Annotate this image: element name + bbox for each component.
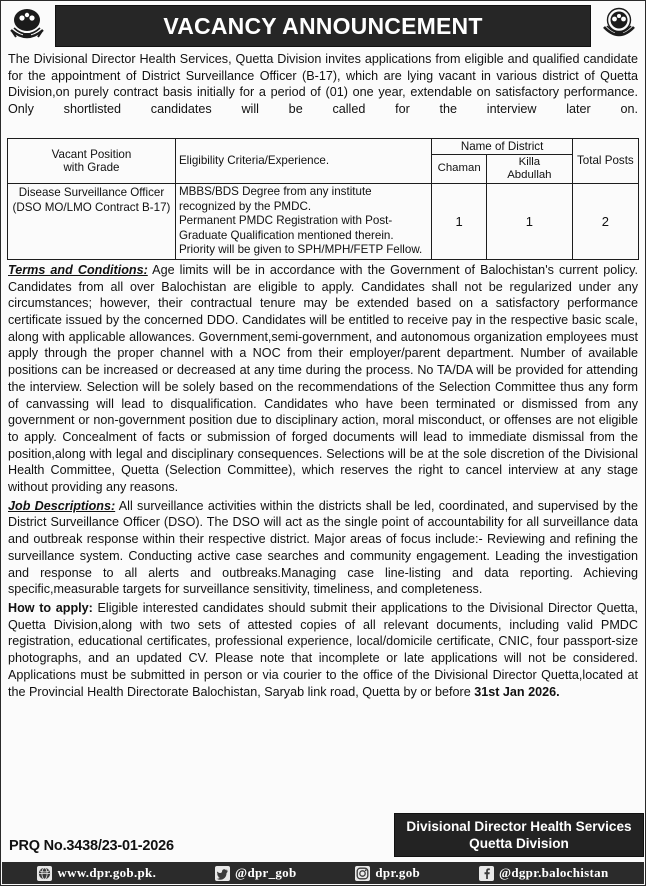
job-descriptions-body: All surveillance activities within the districts shall be led, coordinated, and supervised by the District Surveillance Officer (DSO). The DSO will act as the single point of accountability for all surveillance data and outbreak response within their respective district. Major areas of focus include:- Reviewing and refining the surveillance system. Conducting active case searches and community engagement. Leading the investigation and response to all alerts and outbreaks.Managing case line-listing and data reporting. Achieving specific,measurable targets for surveillance sensitivity, timeliness, and completeness. [8, 498, 638, 597]
health-department-crest-icon [597, 3, 641, 47]
facebook-icon [479, 866, 494, 881]
page-footer [1, 813, 645, 885]
position-title: Disease Surveillance Officer [18, 185, 165, 199]
signature-block [394, 813, 644, 857]
cell-total-posts: 2 [572, 183, 638, 259]
job-descriptions-label: Job Descriptions: [8, 498, 116, 513]
intro-paragraph: The Divisional Director Health Services, Quetta Division invites applications from eligible and qualified candidate for the appointment of District Surveillance Officer (B-17), which are lying vacant in various district of Quetta Division,on purely contract basis initially for a period of (01) one year, extendable on satisfactory performance. Only shortlisted candidates will be called for the interview later on. [8, 52, 638, 116]
government-of-balochistan-crest-icon [5, 3, 49, 47]
header-district-killa-abdullah [486, 154, 572, 183]
cell-posts-chaman: 1 [432, 183, 487, 259]
how-to-apply-body: Eligible interested candidates should submit their applications to the Divisional Director Quetta, Quetta Division,along with two sets of attested copies of all relevant documents, including valid PMDC registration, educational certificates, professional experience, local/domicile certificate, CNIC, four passport-size photographs, and an updated CV. Please note that incomplete or late applications will not be considered. Applications must be submitted in person or via courier to the office of the Divisional Director Quetta,located at the Provincial Health Directorate Balochistan, Saryab link road, Quetta by or before [8, 601, 638, 699]
terms-body: Age limits will be in accordance with the Government of Balochistan's current policy. Candidates from all over Balochistan are eligible to apply. Candidates shall not be regularized under any circumstances; however, their contractual tenure may be extended based on a satisfactory performance certificate issued by the concerned DDO. Candidates will be entitled to receive pay in the respective basic scale, along with applicable allowances. Government,semi-government, and autonomous organization employees must apply through the proper channel with a NOC from their employer/parent department. Number of available positions can be increased or decreased at any time during the process. No TA/DA will be provided for attending the interview. Selection will be solely based on the recommendations of the Selection Committee thus any form of canvassing will lead to disqualification. Candidates who have been terminated or dismissed from any government or non-government position due to disciplinary action, moral misconduct, or offenses are not eligible to apply. Concealment of facts or submission of forged documents will lead to immediate dismissal from the position,along with legal and disciplinary consequences. Selections will be at the sole discretion of the Divisional Health Committee, Quetta (Selection Committee), which reserves the right to cancel interview at any stage without providing any reasons. [8, 262, 638, 495]
social-label-instagram: dpr.gob [375, 865, 421, 880]
header-name-of-district: Name of District [432, 138, 572, 154]
header-killa-line1: Killa [518, 155, 541, 168]
social-link-instagram[interactable] [355, 865, 420, 881]
how-to-apply-label: How to apply: [8, 601, 93, 615]
eligibility-line: Permanent PMDC Registration with Post- [178, 214, 393, 228]
social-link-twitter[interactable] [215, 865, 296, 881]
instagram-icon [355, 866, 370, 881]
terms-label: Terms and Conditions: [8, 262, 148, 277]
application-deadline: 31st Jan 2026. [474, 684, 560, 699]
twitter-icon [215, 866, 230, 881]
cell-eligibility [175, 183, 431, 259]
eligibility-line: recognized by the PMDC. [178, 199, 312, 213]
social-label-facebook: @dgpr.balochistan [498, 865, 609, 880]
social-link-website[interactable] [37, 865, 156, 881]
eligibility-line: Graduate Qualification mentioned therein. [178, 228, 394, 242]
table-row [8, 183, 639, 259]
cell-posts-killa-abdullah: 1 [486, 183, 572, 259]
terms-and-conditions-section [1, 260, 645, 496]
header-vacant-position [8, 138, 176, 183]
job-descriptions-section [1, 496, 645, 598]
header-killa-line2: Abdullah [507, 168, 552, 181]
signature-division: Quetta Division [469, 836, 569, 851]
header-vacant-position-line1: Vacant Position [51, 147, 132, 161]
table-header [8, 138, 639, 183]
social-label-website: www.dpr.gob.pk. [57, 865, 157, 880]
page-header [1, 1, 645, 49]
banner-title: VACANCY ANNOUNCEMENT [163, 12, 483, 39]
vacancy-announcement-banner [55, 5, 591, 47]
eligibility-line: MBBS/BDS Degree from any institute [178, 184, 372, 198]
header-eligibility: Eligibility Criteria/Experience. [175, 138, 431, 183]
header-district-chaman: Chaman [432, 154, 487, 183]
globe-icon [37, 866, 52, 881]
cell-vacant-position [8, 183, 176, 259]
how-to-apply-section [1, 598, 645, 700]
prq-number: PRQ No.3438/23-01-2026 [9, 838, 174, 854]
table-header-row-1 [8, 138, 639, 154]
table-body [8, 183, 639, 259]
position-grade: (DSO MO/LMO Contract B-17) [12, 200, 171, 214]
header-total-posts: Total Posts [572, 138, 638, 183]
vacancy-table [7, 138, 639, 260]
social-link-facebook[interactable] [479, 865, 609, 881]
eligibility-line: Priority will be given to SPH/MPH/FETP Fellow. [178, 243, 423, 257]
social-label-twitter: @dpr_gob [235, 865, 297, 880]
signature-authority: Divisional Director Health Services [406, 819, 632, 834]
header-vacant-position-line2: with Grade [63, 160, 120, 174]
social-media-bar [2, 862, 644, 884]
